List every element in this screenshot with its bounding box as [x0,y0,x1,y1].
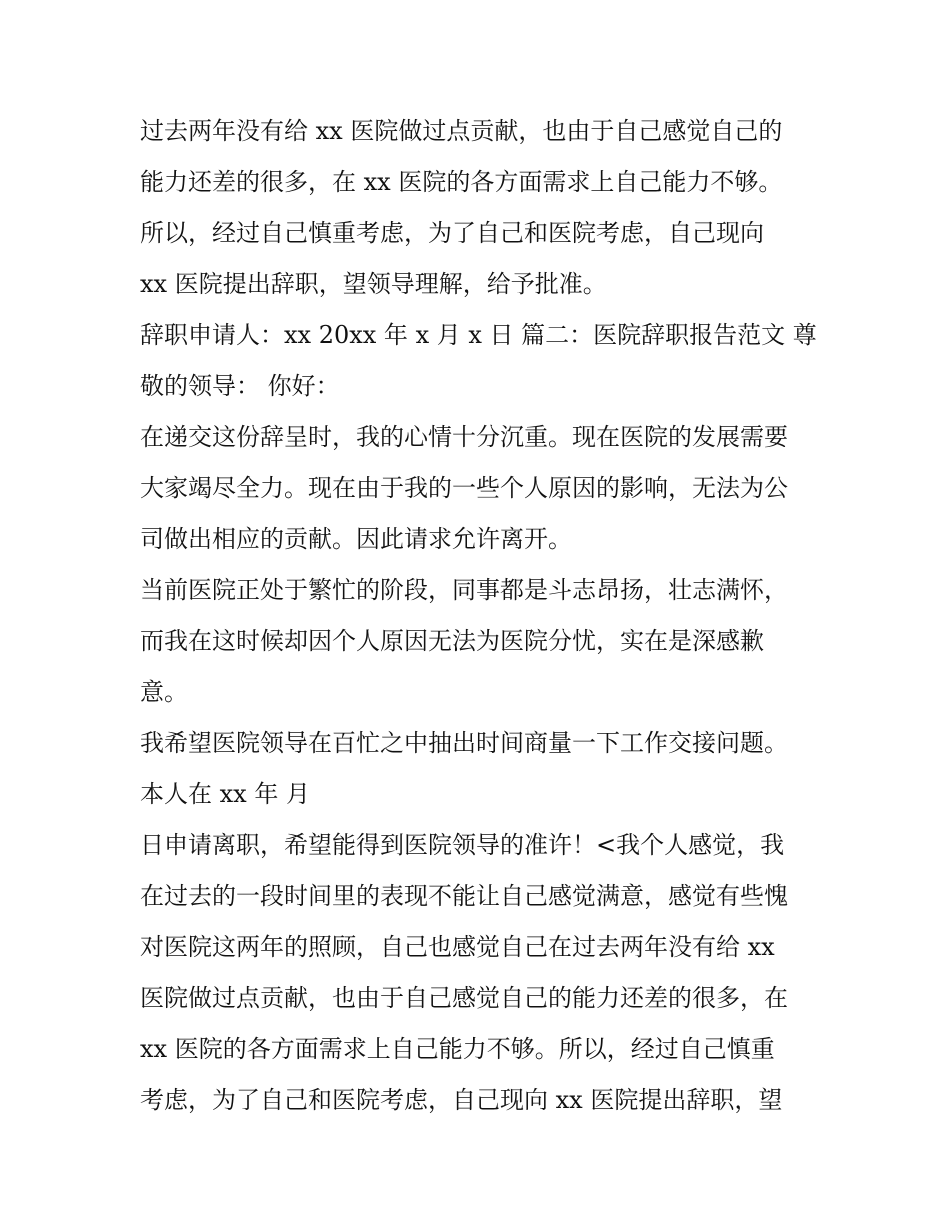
text-line: 所以，经过自己慎重考虑，为了自己和医院考虑，自己现向 [140,219,764,247]
text-line: xx 医院的各方面需求上自己能力不够。所以，经过自己慎重 [140,1035,775,1063]
text-line: 考虑，为了自己和医院考虑，自己现向 xx 医院提出辞职，望 [140,1086,783,1114]
text-line: 意。 [140,678,188,706]
text-line: 在递交这份辞呈时，我的心情十分沉重。现在医院的发展需要 [140,423,788,451]
text-line: 本人在 xx 年 月 [140,780,310,808]
text-line: 大家竭尽全力。现在由于我的一些个人原因的影响，无法为公 [140,474,788,502]
text-line: 能力还差的很多，在 xx 医院的各方面需求上自己能力不够。 [140,168,783,196]
text-line: 当前医院正处于繁忙的阶段，同事都是斗志昂扬，壮志满怀， [140,576,788,604]
text-line: 对医院这两年的照顾，自己也感觉自己在过去两年没有给 xx [140,933,775,961]
text-line: 日申请离职，希望能得到医院领导的准许！<我个人感觉，我 [140,831,785,859]
text-line: 过去两年没有给 xx 医院做过点贡献，也由于自己感觉自己的 [140,117,783,145]
text-line: 我希望医院领导在百忙之中抽出时间商量一下工作交接问题。 [140,729,788,757]
text-line: 敬的领导： 你好： [140,372,340,400]
text-line: 辞职申请人：xx 20xx 年 x 月 x 日 篇二：医院辞职报告范文 尊 [140,321,817,349]
text-line: 医院做过点贡献，也由于自己感觉自己的能力还差的很多，在 [140,984,788,1012]
text-line: 在过去的一段时间里的表现不能让自己感觉满意，感觉有些愧 [140,882,788,910]
text-line: 司做出相应的贡献。因此请求允许离开。 [140,525,572,553]
text-line: 而我在这时候却因个人原因无法为医院分忧，实在是深感歉 [140,627,764,655]
text-line: xx 医院提出辞职，望领导理解，给予批准。 [140,270,607,298]
document-body [140,106,830,1126]
